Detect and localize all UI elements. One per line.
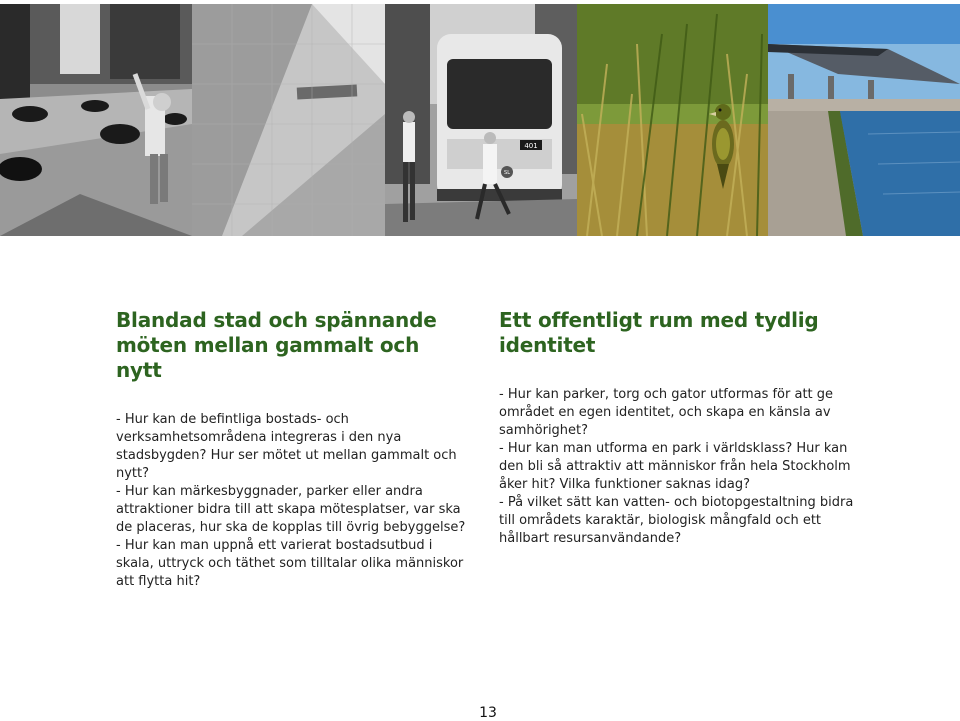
right-paragraph: - Hur kan parker, torg och gator utformas för att ge området en egen identitet, och skapa en känsla av samhörighet?	[499, 387, 834, 438]
left-body	[116, 411, 466, 591]
right-body	[499, 386, 869, 548]
photo-strip	[0, 4, 960, 236]
left-column	[116, 308, 466, 591]
right-paragraph: - På vilket sätt kan vatten- och biotopgestaltning bidra till områdets karaktär, biologisk mångfald och ett hållbart resursanvändande?	[499, 495, 854, 546]
left-paragraph: - Hur kan de befintliga bostads- och verksamhetsområdena integreras i den nya stadsbygden? Hur ser mötet ut mellan gammalt och nytt?	[116, 412, 457, 481]
photo-tram-street	[385, 4, 577, 236]
photo-bird-grass	[577, 4, 768, 236]
photo-solar-canopy-water	[768, 4, 960, 236]
right-column	[499, 308, 869, 548]
tram-sign: 401	[524, 142, 538, 150]
right-heading: Ett offentligt rum med tydlig identitet	[499, 308, 819, 357]
photo-child-fountain	[0, 4, 192, 236]
left-paragraph: - Hur kan man uppnå ett varierat bostadsutbud i skala, uttryck och täthet som tilltalar olika människor att flytta hit?	[116, 538, 464, 589]
photo-paved-square	[192, 4, 385, 236]
right-paragraph: - Hur kan man utforma en park i världsklass? Hur kan den bli så attraktiv att människor från hela Stockholm åker hit? Vilka funktioner saknas idag?	[499, 441, 851, 492]
left-heading: Blandad stad och spännande möten mellan gammalt och nytt	[116, 308, 437, 382]
page-number: 13	[479, 705, 497, 721]
tram-logo: SL	[504, 170, 510, 176]
left-paragraph: - Hur kan märkesbyggnader, parker eller andra attraktioner bidra till att skapa mötesplatser, var ska de placeras, hur ska de kopplas till övrig bebyggelse?	[116, 484, 466, 535]
